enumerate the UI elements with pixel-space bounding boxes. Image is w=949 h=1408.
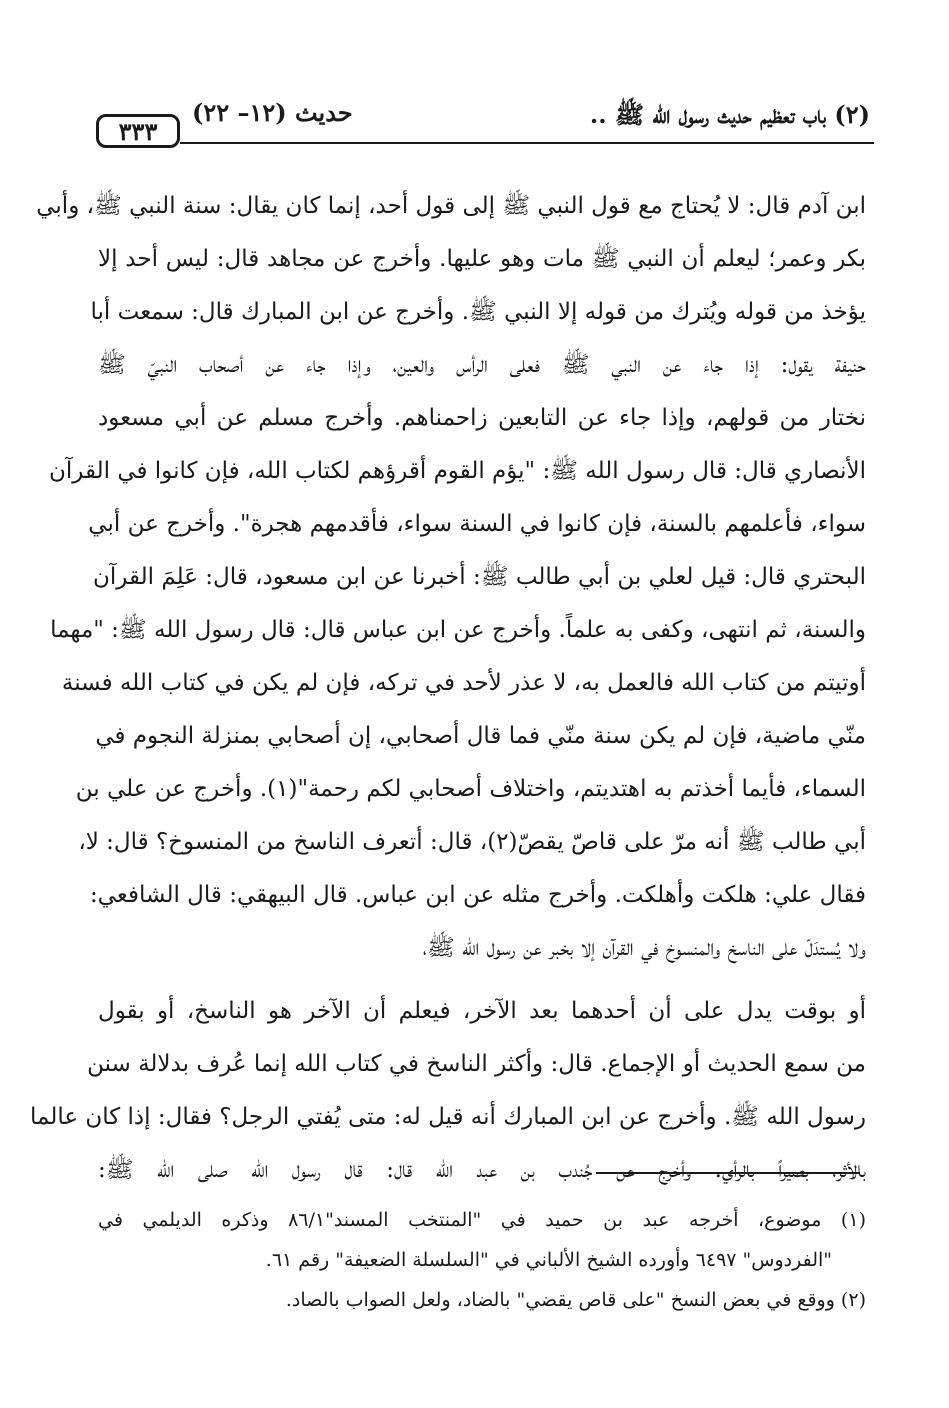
text-line: منّي ماضية، فإن لم يكن سنة منّي فما قال أصحابي، إن أصحابي بمنزلة النجوم في (95, 723, 866, 749)
text-line: رسول الله ﷺ. وأخرج عن ابن المبارك أنه قيل له: متى يُفتي الرجل؟ فقال: إذا كان عالما (30, 1104, 866, 1130)
text-line: بالأثر، بصيراً بالرأي. وأخرج عن جُندب بن عبد الله قال: قال رسول الله صلى الله ﷺ: (98, 1157, 866, 1183)
main-text (30, 180, 866, 1197)
footnote-1-line-2: "الفردوس" ٦٤٩٧ وأورده الشيخ الألباني في "السلسلة الضعيفة" رقم ٦١. (265, 1249, 832, 1271)
paragraph-gap (98, 975, 866, 985)
text-line: أوتيتم من كتاب الله فالعمل به، لا عذر لأحد في تركه، فإن لم يكن في كتاب الله فسنة (61, 670, 866, 696)
text-line: ابن آدم قال: لا يُحتاج مع قول النبي ﷺ إلى قول أحد، إنما كان يقال: سنة النبي ﷺ، وأبي (36, 193, 866, 219)
text-line: من سمع الحديث أو الإجماع. قال: وأكثر الناسخ في كتاب الله إنما عُرف بدلالة سنن (87, 1051, 866, 1077)
text-line: بكر وعمر؛ ليعلم أن النبي ﷺ مات وهو عليها. وأخرج عن مجاهد قال: ليس أحد إلا (98, 246, 866, 272)
text-line: والسنة، ثم انتهى، وكفى به علماً. وأخرج عن ابن عباس قال: قال رسول الله ﷺ: "مهما (50, 617, 866, 643)
text-line: حنيفة يقول: إذا جاء عن النبي ﷺ فعلى الرأس والعين، وإذا جاء عن أصحاب النبيّ ﷺ (98, 352, 866, 378)
text-line: ولا يُستدَلّ على الناسخ والمنسوخ في القرآن إلا بخبر عن رسول الله ﷺ، (422, 935, 866, 961)
text-line: السماء، فأيما أخذتم به اهتديتم، واختلاف أصحابي لكم رحمة"(١). وأخرج عن علي بن (75, 776, 866, 802)
text-line: نختار من قولهم، وإذا جاء عن التابعين زاحمناهم. وأخرج مسلم عن أبي مسعود (98, 405, 866, 431)
page-header (96, 92, 874, 156)
footnote-2: (٢) ووقع في بعض النسخ "على قاص يقضي" بالضاد، ولعل الصواب بالصاد. (285, 1289, 866, 1311)
text-line: سواء، فأعلمهم بالسنة، فإن كانوا في السنة سواء، فأقدمهم هجرة". وأخرج عن أبي (88, 511, 866, 537)
text-line: البحتري قال: قيل لعلي بن أبي طالب ﷺ: أخبرنا عن ابن مسعود، قال: عَلِمَ القرآن (93, 564, 866, 590)
text-line: فقال علي: هلكت وأهلكت. وأخرج مثله عن ابن عباس. قال البيهقي: قال الشافعي: (89, 882, 866, 908)
footnote-separator (596, 1172, 860, 1174)
footnote-1-line-1: (١) موضوع، أخرجه عبد بن حميد في "المنتخب المسند"٨٦/١ وذكره الديلمي في (98, 1209, 866, 1231)
footnotes (98, 1200, 866, 1320)
page-number: ٣٣٣ (96, 114, 180, 148)
text-line: أبي طالب ﷺ أنه مرّ على قاصّ يقصّ(٢)، قال: أتعرف الناسخ من المنسوخ؟ قال: لا، (78, 829, 866, 855)
chapter-title: (٢) باب تعظيم حديث رسول الله ﷺ .. (589, 100, 870, 129)
text-line: الأنصاري قال: قال رسول الله ﷺ: "يؤم القوم أقرؤهم لكتاب الله، فإن كانوا في القرآن (49, 458, 866, 484)
hadith-range: حديث (١٢– ٢٢) (192, 98, 353, 127)
header-rule (180, 142, 874, 144)
text-line: أو بوقت يدل على أن أحدهما بعد الآخر، فيعلم أن الآخر هو الناسخ، أو بقول (98, 998, 866, 1024)
text-line: يؤخذ من قوله ويُترك من قوله إلا النبي ﷺ. وأخرج عن ابن المبارك قال: سمعت أبا (90, 299, 866, 325)
